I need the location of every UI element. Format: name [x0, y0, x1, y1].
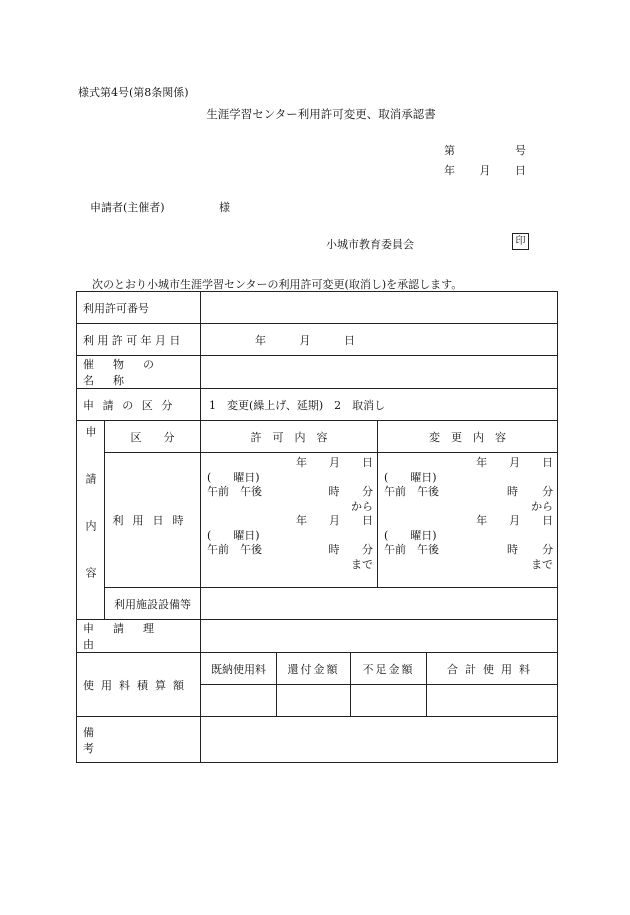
- document-title: 生涯学習センター利用許可変更、取消承認書: [206, 107, 436, 121]
- issue-date: [444, 162, 526, 178]
- row-fee-header: [77, 653, 558, 685]
- request-type-options[interactable]: 1 変更(繰上げ、延期) 2 取消し: [201, 389, 558, 421]
- reason-text: 申請理由: [83, 622, 173, 651]
- issue-date-month: 月: [479, 164, 491, 177]
- fee-col-paid: 既納使用料: [201, 653, 277, 685]
- permit-number-text: 利用許可番号: [83, 301, 149, 315]
- row-remarks: [77, 717, 558, 763]
- row-reason: [77, 620, 558, 653]
- permit-date-field[interactable]: [201, 324, 558, 356]
- fee-text: 使用料積算額: [83, 678, 191, 692]
- event-name-text: 催物の名称: [83, 358, 173, 387]
- permitted-end-time: 午前 午後 時 分: [207, 543, 373, 556]
- request-content-label: [77, 421, 105, 620]
- permit-date-text: 利用許可年月日: [83, 333, 184, 347]
- row-permit-date: [77, 324, 558, 356]
- row-facility: [77, 588, 558, 620]
- usage-datetime-text: 利用日時: [112, 514, 193, 527]
- form-number: 様式第4号(第8条関係): [78, 86, 189, 99]
- fee-paid-field[interactable]: [201, 685, 277, 717]
- row-event-name: [77, 356, 558, 389]
- issuer-name: 小城市教育委員会: [326, 238, 414, 251]
- fee-label: [77, 653, 201, 717]
- permit-number-field[interactable]: [201, 292, 558, 324]
- permit-number-label: [77, 292, 201, 324]
- permitted-start-time: 午前 午後 時 分: [207, 485, 373, 498]
- usage-datetime-label: [105, 453, 201, 588]
- permitted-start-weekday: ( 曜日): [207, 470, 260, 484]
- intro-text: 次のとおり小城市生涯学習センターの利用許可変更(取消し)を承認します。: [92, 278, 463, 291]
- request-content-text: 申請内容: [84, 426, 97, 614]
- changed-end-weekday: ( 曜日): [384, 528, 437, 542]
- issue-date-day: 日: [515, 164, 526, 177]
- issue-number-prefix: 第: [444, 144, 455, 157]
- facility-label: 利用施設設備等: [105, 588, 201, 620]
- fee-col-shortfall: 不足金額: [351, 653, 427, 685]
- permitted-end-weekday: ( 曜日): [207, 528, 260, 542]
- row-usage-datetime: [77, 453, 558, 588]
- permitted-schedule[interactable]: [201, 453, 378, 588]
- changed-start-date: 年 月 日: [476, 456, 554, 469]
- reason-field[interactable]: [201, 620, 558, 653]
- issue-number-suffix: 号: [515, 144, 526, 157]
- row-request-type: [77, 389, 558, 421]
- row-content-header: [77, 421, 558, 453]
- col-changed: 変 更 内 容: [378, 421, 558, 453]
- changed-until: まで: [531, 557, 554, 571]
- permit-date-year: 年: [255, 333, 266, 347]
- changed-start-time: 午前 午後 時 分: [384, 485, 554, 498]
- changed-end-date: 年 月 日: [476, 514, 554, 527]
- permitted-end-date: 年 月 日: [296, 514, 373, 527]
- permit-date-month: 月: [299, 333, 311, 347]
- request-type-label: [77, 389, 201, 421]
- permitted-until: まで: [351, 557, 373, 571]
- changed-end-time: 午前 午後 時 分: [384, 543, 554, 556]
- changed-schedule[interactable]: [378, 453, 558, 588]
- col-permitted: 許 可 内 容: [201, 421, 378, 453]
- approval-form-table: [76, 291, 558, 763]
- fee-col-total: 合計使用料: [427, 653, 558, 685]
- applicant-honorific: 様: [219, 201, 230, 214]
- event-name-field[interactable]: [201, 356, 558, 389]
- remarks-field[interactable]: [201, 717, 558, 763]
- event-name-label: [77, 356, 201, 389]
- permit-date-label: [77, 324, 201, 356]
- changed-start-weekday: ( 曜日): [384, 470, 437, 484]
- reason-label: [77, 620, 201, 653]
- request-type-text: 申請の区分: [83, 398, 181, 412]
- fee-total-field[interactable]: [427, 685, 558, 717]
- seal-mark: 印: [512, 233, 529, 250]
- remarks-label: [77, 717, 201, 763]
- issue-number: [444, 142, 526, 158]
- facility-field[interactable]: [201, 588, 558, 620]
- remarks-text: 備考: [83, 725, 170, 755]
- fee-col-refund: 還付金額: [277, 653, 351, 685]
- fee-refund-field[interactable]: [277, 685, 351, 717]
- row-permit-number: [77, 292, 558, 324]
- col-category: 区 分: [105, 421, 201, 453]
- fee-shortfall-field[interactable]: [351, 685, 427, 717]
- issue-date-year: 年: [444, 164, 455, 177]
- permitted-from: から: [351, 499, 373, 513]
- applicant-label: 申請者(主催者): [90, 201, 165, 214]
- changed-from: から: [531, 499, 554, 513]
- permit-date-day: 日: [344, 333, 355, 347]
- permitted-start-date: 年 月 日: [296, 456, 373, 469]
